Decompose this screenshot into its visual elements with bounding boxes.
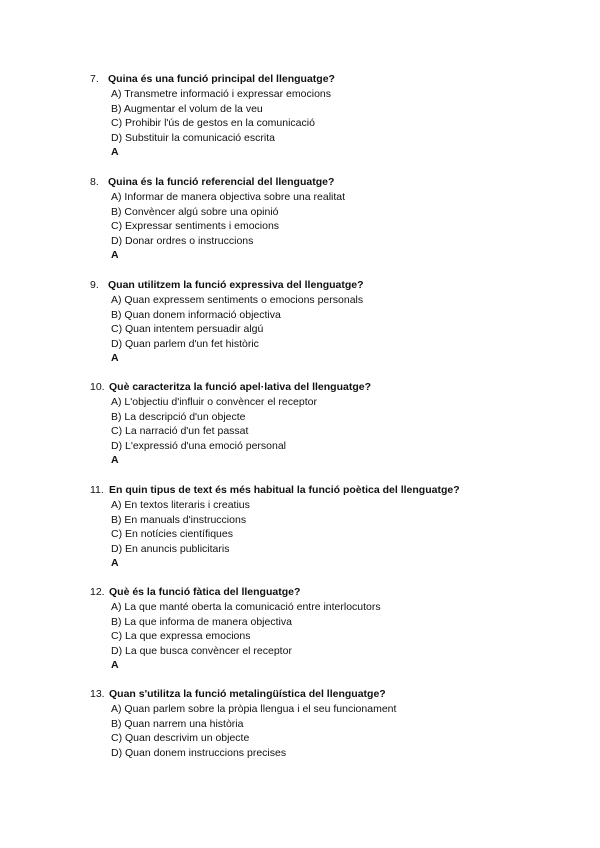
question-header <box>90 687 570 702</box>
option-c: C) Expressar sentiments i emocions <box>111 220 280 232</box>
answer: A <box>111 352 119 364</box>
question-9 <box>90 278 570 366</box>
option-b: B) Quan donem informació objectiva <box>111 308 281 321</box>
question-text: Què caracteritza la funció apel·lativa del llenguatge? <box>109 381 371 393</box>
option-a: A) Quan parlem sobre la pròpia llengua i el seu funcionament <box>111 703 397 715</box>
option-b: B) La descripció d'un objecte <box>111 410 246 423</box>
option-b: B) Augmentar el volum de la veu <box>111 102 263 115</box>
option-d: D) Quan donem instruccions precises <box>111 746 287 759</box>
question-10 <box>90 380 570 468</box>
option-c: C) La que expressa emocions <box>111 630 251 642</box>
question-text: Quina és la funció referencial del llenguatge? <box>108 176 335 188</box>
option-c: C) Quan descrivim un objecte <box>111 732 250 744</box>
option-b: B) Convèncer algú sobre una opinió <box>111 205 279 218</box>
question-text: Quan utilitzem la funció expressiva del llenguatge? <box>108 279 364 291</box>
question-number: 9. <box>90 279 99 291</box>
question-text: Què és la funció fàtica del llenguatge? <box>109 586 301 598</box>
question-8 <box>90 175 570 263</box>
answer: A <box>111 659 119 671</box>
question-number: 10. <box>90 381 105 393</box>
question-number: 8. <box>90 176 99 188</box>
option-d: D) La que busca convèncer el receptor <box>111 644 292 657</box>
option-c: C) En notícies científiques <box>111 528 233 540</box>
question-text: En quin tipus de text és més habitual la funció poètica del llenguatge? <box>109 484 460 496</box>
question-11 <box>90 483 570 571</box>
question-header <box>90 175 570 190</box>
option-d: D) En anuncis publicitaris <box>111 542 230 555</box>
option-d: D) Donar ordres o instruccions <box>111 234 254 247</box>
question-header <box>90 72 570 87</box>
question-7 <box>90 72 570 160</box>
question-header <box>90 278 570 293</box>
option-c: C) La narració d'un fet passat <box>111 425 249 437</box>
option-c: C) Quan intentem persuadir algú <box>111 323 264 335</box>
question-12 <box>90 585 570 673</box>
question-number: 7. <box>90 73 99 85</box>
answer: A <box>111 249 119 261</box>
option-c: C) Prohibir l'ús de gestos en la comunicació <box>111 117 315 129</box>
option-a: A) La que manté oberta la comunicació entre interlocutors <box>111 601 381 613</box>
question-number: 12. <box>90 586 105 598</box>
answer: A <box>111 146 119 158</box>
answer: A <box>111 557 119 569</box>
question-header <box>90 483 570 498</box>
answer: A <box>111 454 119 466</box>
question-header <box>90 380 570 395</box>
question-text: Quan s'utilitza la funció metalingüística del llenguatge? <box>109 688 386 700</box>
option-d: D) Quan parlem d'un fet històric <box>111 337 259 350</box>
option-b: B) En manuals d'instruccions <box>111 513 247 526</box>
question-number: 13. <box>90 688 105 700</box>
question-13 <box>90 687 570 760</box>
option-a: A) L'objectiu d'influir o convèncer el receptor <box>111 396 317 408</box>
question-text: Quina és una funció principal del llenguatge? <box>108 73 335 85</box>
question-header <box>90 585 570 600</box>
option-b: B) La que informa de manera objectiva <box>111 615 292 628</box>
option-a: A) Informar de manera objectiva sobre una realitat <box>111 191 346 203</box>
option-b: B) Quan narrem una història <box>111 717 244 730</box>
option-a: A) Quan expressem sentiments o emocions personals <box>111 294 364 306</box>
option-d: D) Substituir la comunicació escrita <box>111 131 275 144</box>
option-a: A) Transmetre informació i expressar emocions <box>111 88 331 100</box>
option-a: A) En textos literaris i creatius <box>111 499 250 511</box>
question-number: 11. <box>90 484 104 496</box>
option-d: D) L'expressió d'una emoció personal <box>111 439 287 452</box>
